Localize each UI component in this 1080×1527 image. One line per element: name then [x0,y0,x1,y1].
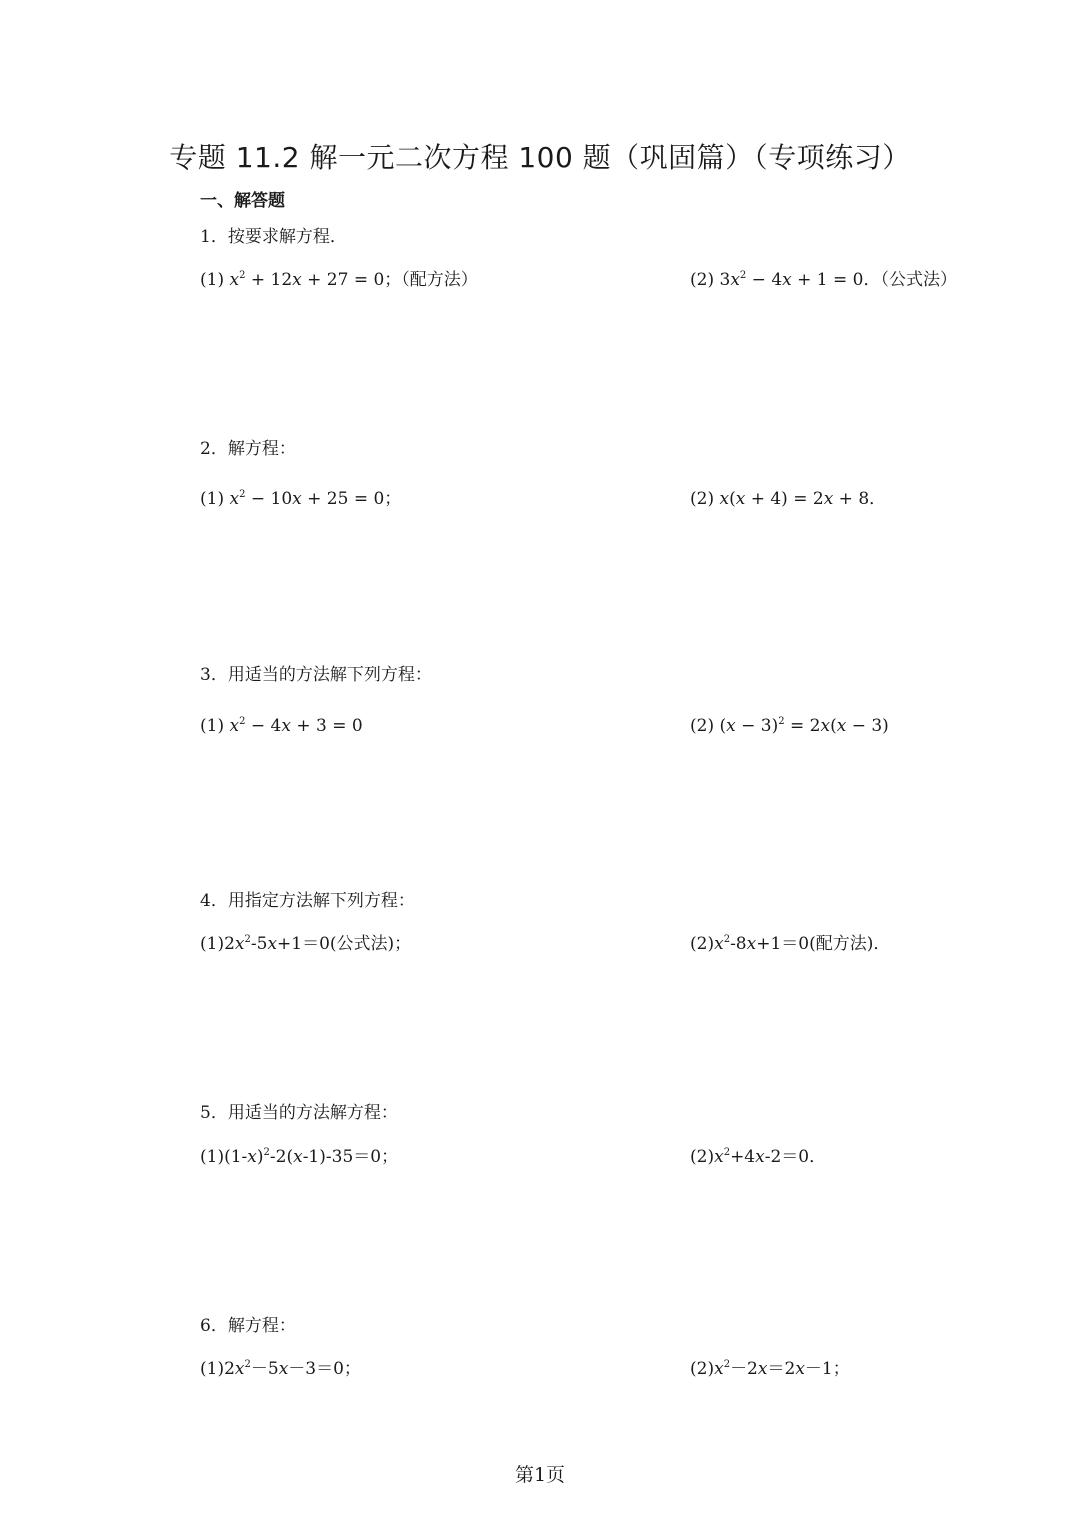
question-4-part-2: $(2)x^2-8x+1=0$(配方法)． [690,934,891,954]
question-2-part-2: (2) x(x + 4) = 2x + 8． [690,489,887,509]
question-5-prompt: 5．用适当的方法解方程： [200,1103,398,1123]
question-3-part-2: (2) $(x - 3)^2 = 2x(x - 3)$ [690,716,889,736]
question-3-prompt: 3．用适当的方法解下列方程： [200,665,432,685]
question-2-prompt: 2．解方程： [200,439,296,459]
question-5-part-2: $(2)x^2+4x-2=0$． [690,1147,827,1167]
question-1-part-2: (2) $3x^2 - 4x + 1 = 0$．（公式法） [690,270,957,290]
question-5-part-1: $(1)(1-x)^2-2(x-1)-35=0$； [200,1147,399,1167]
question-2-part-1: (1) $x^2 - 10x + 25 = 0$； [200,489,402,509]
page-number: 第1页 [514,1464,566,1486]
question-1-part-1: (1) $x^2 + 12x + 27 = 0$；（配方法） [200,270,478,290]
question-1-prompt: 1．按要求解方程． [200,227,347,247]
section-heading: 一、解答题 [200,191,285,211]
question-6-part-1: $(1)2x^2-5x-3=0$； [200,1359,361,1379]
question-3-part-1: (1) $x^2 - 4x + 3 = 0$ [200,716,363,736]
page-title: 专题 11.2 解一元二次方程 100 题（巩固篇）（专项练习） [169,141,911,174]
question-4-prompt: 4．用指定方法解下列方程： [200,891,415,911]
question-4-part-1: $(1)2x^2-5x+1=0$(公式法)； [200,934,412,954]
question-6-part-2: $(2)x^2-2x=2x-1$； [690,1359,850,1379]
question-6-prompt: 6．解方程： [200,1316,296,1336]
